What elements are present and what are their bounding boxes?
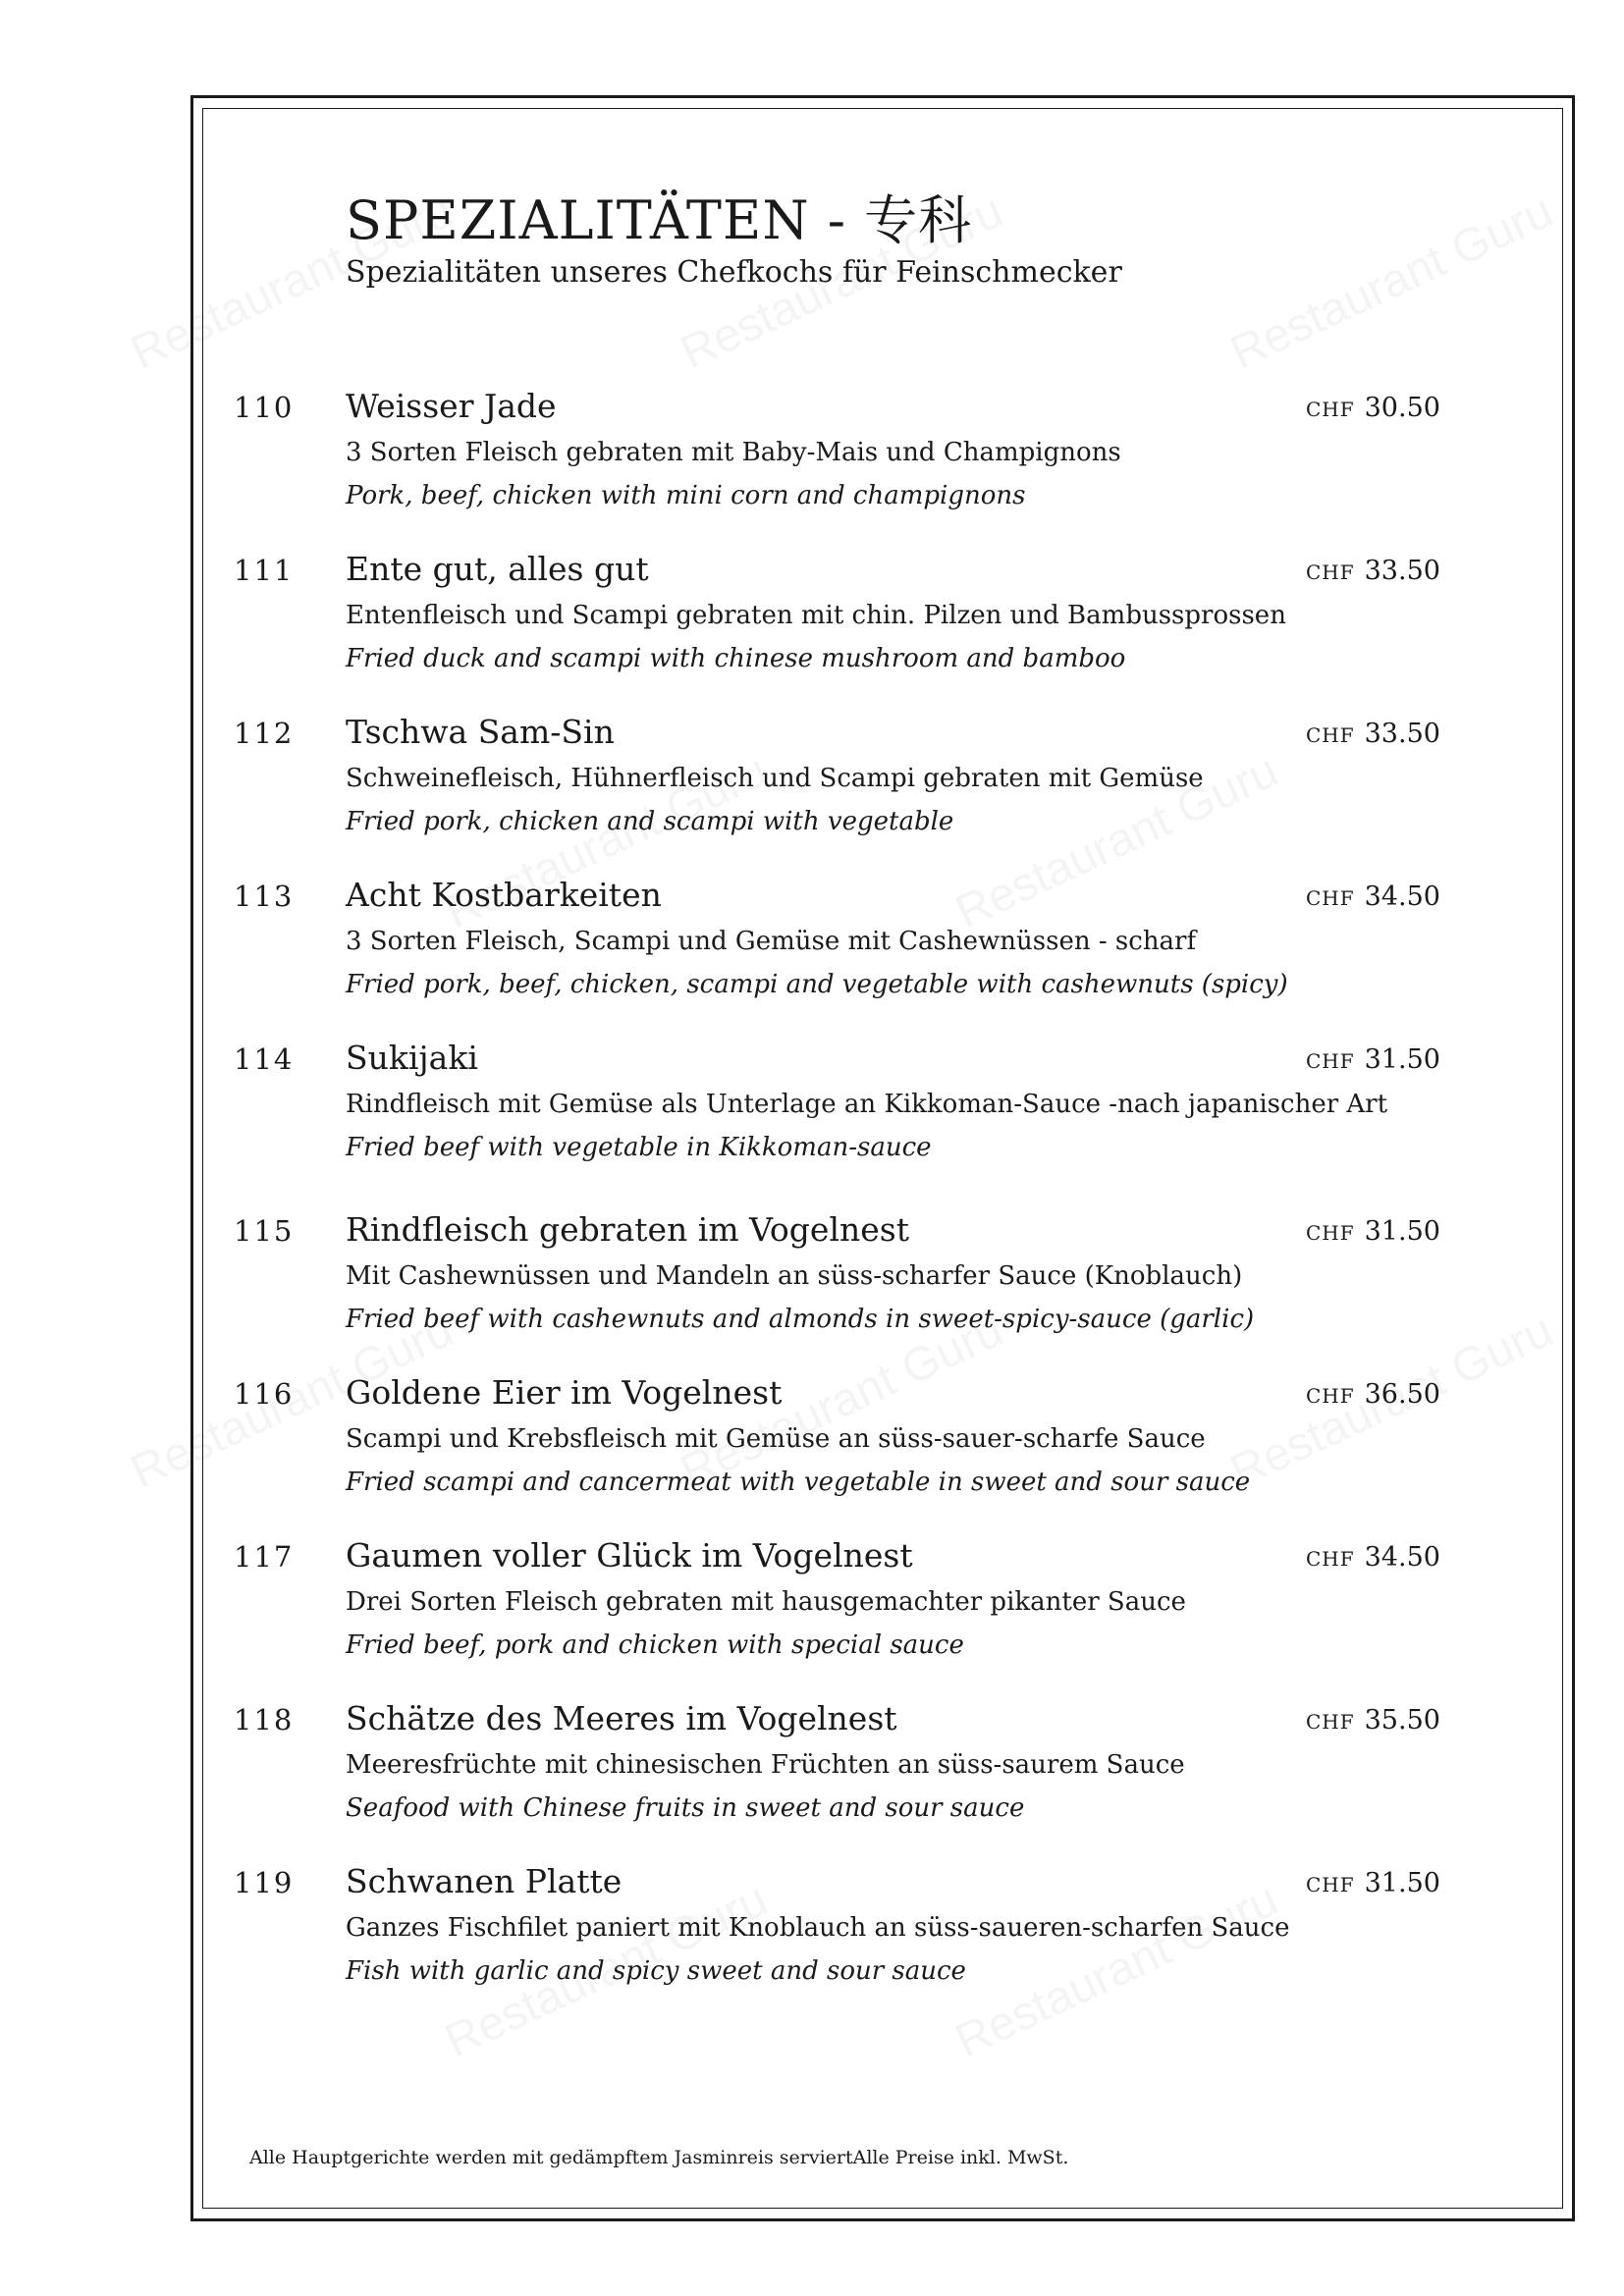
price-value: 31.50 xyxy=(1364,1216,1440,1247)
item-price xyxy=(1306,719,1440,749)
item-description-en: Seafood with Chinese fruits in sweet and sour sauce xyxy=(346,1793,1025,1823)
menu-item-117 xyxy=(0,1536,1624,1697)
item-name: Tschwa Sam-Sin xyxy=(346,713,615,751)
price-value: 31.50 xyxy=(1364,1868,1440,1898)
menu-item-115 xyxy=(0,1210,1624,1371)
item-price xyxy=(1306,556,1440,586)
item-description-en: Fried beef with cashewnuts and almonds in sweet-spicy-sauce (garlic) xyxy=(346,1305,1255,1334)
currency-label: CHF xyxy=(1306,1221,1355,1245)
currency-label: CHF xyxy=(1306,723,1355,747)
item-description-en: Fried beef, pork and chicken with special sauce xyxy=(346,1630,964,1660)
menu-item-111 xyxy=(0,550,1624,711)
menu-item-110 xyxy=(0,387,1624,548)
currency-label: CHF xyxy=(1306,561,1355,584)
price-value: 34.50 xyxy=(1364,881,1440,912)
item-description-en: Pork, beef, chicken with mini corn and champignons xyxy=(346,481,1026,510)
item-price xyxy=(1306,1379,1440,1410)
item-number: 117 xyxy=(234,1540,295,1574)
item-description-de: 3 Sorten Fleisch gebraten mit Baby-Mais und Champignons xyxy=(346,438,1121,467)
price-value: 33.50 xyxy=(1364,719,1440,749)
item-price xyxy=(1306,881,1440,912)
item-number: 115 xyxy=(234,1214,295,1248)
item-description-en: Fried duck and scampi with chinese mushroom and bamboo xyxy=(346,644,1126,673)
item-name: Ente gut, alles gut xyxy=(346,550,649,588)
item-description-de: Drei Sorten Fleisch gebraten mit hausgemachter pikanter Sauce xyxy=(346,1587,1186,1617)
menu-item-114 xyxy=(0,1039,1624,1200)
item-description-de: 3 Sorten Fleisch, Scampi und Gemüse mit Cashewnüssen - scharf xyxy=(346,927,1197,956)
item-price xyxy=(1306,1868,1440,1898)
item-price xyxy=(1306,393,1440,423)
item-description-en: Fried beef with vegetable in Kikkoman-sauce xyxy=(346,1133,932,1162)
item-number: 113 xyxy=(234,880,295,913)
item-price xyxy=(1306,1044,1440,1075)
item-description-en: Fish with garlic and spicy sweet and sour sauce xyxy=(346,1956,966,1986)
item-price xyxy=(1306,1542,1440,1573)
item-description-de: Mit Cashewnüssen und Mandeln an süss-scharfer Sauce (Knoblauch) xyxy=(346,1261,1243,1291)
item-name: Sukijaki xyxy=(346,1039,478,1077)
item-description-en: Fried scampi and cancermeat with vegetable in sweet and sour sauce xyxy=(346,1468,1251,1497)
page-title: SPEZIALITÄTEN - 专科 xyxy=(346,189,973,251)
item-name: Goldene Eier im Vogelnest xyxy=(346,1373,783,1412)
menu-item-112 xyxy=(0,713,1624,874)
item-description-de: Entenfleisch und Scampi gebraten mit chin. Pilzen und Bambussprossen xyxy=(346,601,1286,630)
item-number: 119 xyxy=(234,1866,295,1899)
price-value: 35.50 xyxy=(1364,1705,1440,1735)
menu-item-119 xyxy=(0,1862,1624,2023)
item-number: 112 xyxy=(234,717,295,750)
currency-label: CHF xyxy=(1306,1547,1355,1571)
footer-note: Alle Hauptgerichte werden mit gedämpftem Jasminreis serviertAlle Preise inkl. MwSt. xyxy=(249,2147,1069,2168)
price-value: 30.50 xyxy=(1364,393,1440,423)
currency-label: CHF xyxy=(1306,1710,1355,1734)
price-value: 31.50 xyxy=(1364,1044,1440,1075)
item-number: 118 xyxy=(234,1703,295,1736)
item-number: 116 xyxy=(234,1377,295,1411)
menu-header xyxy=(346,191,1122,291)
item-description-de: Schweinefleisch, Hühnerfleisch und Scampi gebraten mit Gemüse xyxy=(346,764,1204,793)
item-number: 111 xyxy=(234,554,295,587)
item-description-en: Fried pork, beef, chicken, scampi and vegetable with cashewnuts (spicy) xyxy=(346,970,1288,999)
currency-label: CHF xyxy=(1306,1873,1355,1896)
item-name: Acht Kostbarkeiten xyxy=(346,876,662,914)
menu-item-113 xyxy=(0,876,1624,1037)
menu-item-116 xyxy=(0,1373,1624,1534)
item-description-de: Scampi und Krebsfleisch mit Gemüse an süss-sauer-scharfe Sauce xyxy=(346,1424,1206,1454)
item-number: 110 xyxy=(234,391,295,424)
item-name: Weisser Jade xyxy=(346,387,557,425)
price-value: 36.50 xyxy=(1364,1379,1440,1410)
item-description-en: Fried pork, chicken and scampi with vegetable xyxy=(346,807,954,836)
currency-label: CHF xyxy=(1306,1049,1355,1073)
item-description-de: Ganzes Fischfilet paniert mit Knoblauch an süss-saueren-scharfen Sauce xyxy=(346,1913,1290,1943)
menu-item-118 xyxy=(0,1699,1624,1860)
item-number: 114 xyxy=(234,1042,295,1076)
page-subtitle: Spezialitäten unseres Chefkochs für Feinschmecker xyxy=(346,255,1122,291)
currency-label: CHF xyxy=(1306,886,1355,910)
currency-label: CHF xyxy=(1306,398,1355,421)
price-value: 33.50 xyxy=(1364,556,1440,586)
item-name: Rindfleisch gebraten im Vogelnest xyxy=(346,1210,909,1249)
price-value: 34.50 xyxy=(1364,1542,1440,1573)
item-price xyxy=(1306,1705,1440,1735)
currency-label: CHF xyxy=(1306,1384,1355,1408)
item-name: Schwanen Platte xyxy=(346,1862,623,1900)
item-description-de: Meeresfrüchte mit chinesischen Früchten an süss-saurem Sauce xyxy=(346,1750,1185,1780)
item-price xyxy=(1306,1216,1440,1247)
item-name: Schätze des Meeres im Vogelnest xyxy=(346,1699,897,1737)
item-name: Gaumen voller Glück im Vogelnest xyxy=(346,1536,913,1575)
item-description-de: Rindfleisch mit Gemüse als Unterlage an Kikkoman-Sauce -nach japanischer Art xyxy=(346,1090,1388,1119)
